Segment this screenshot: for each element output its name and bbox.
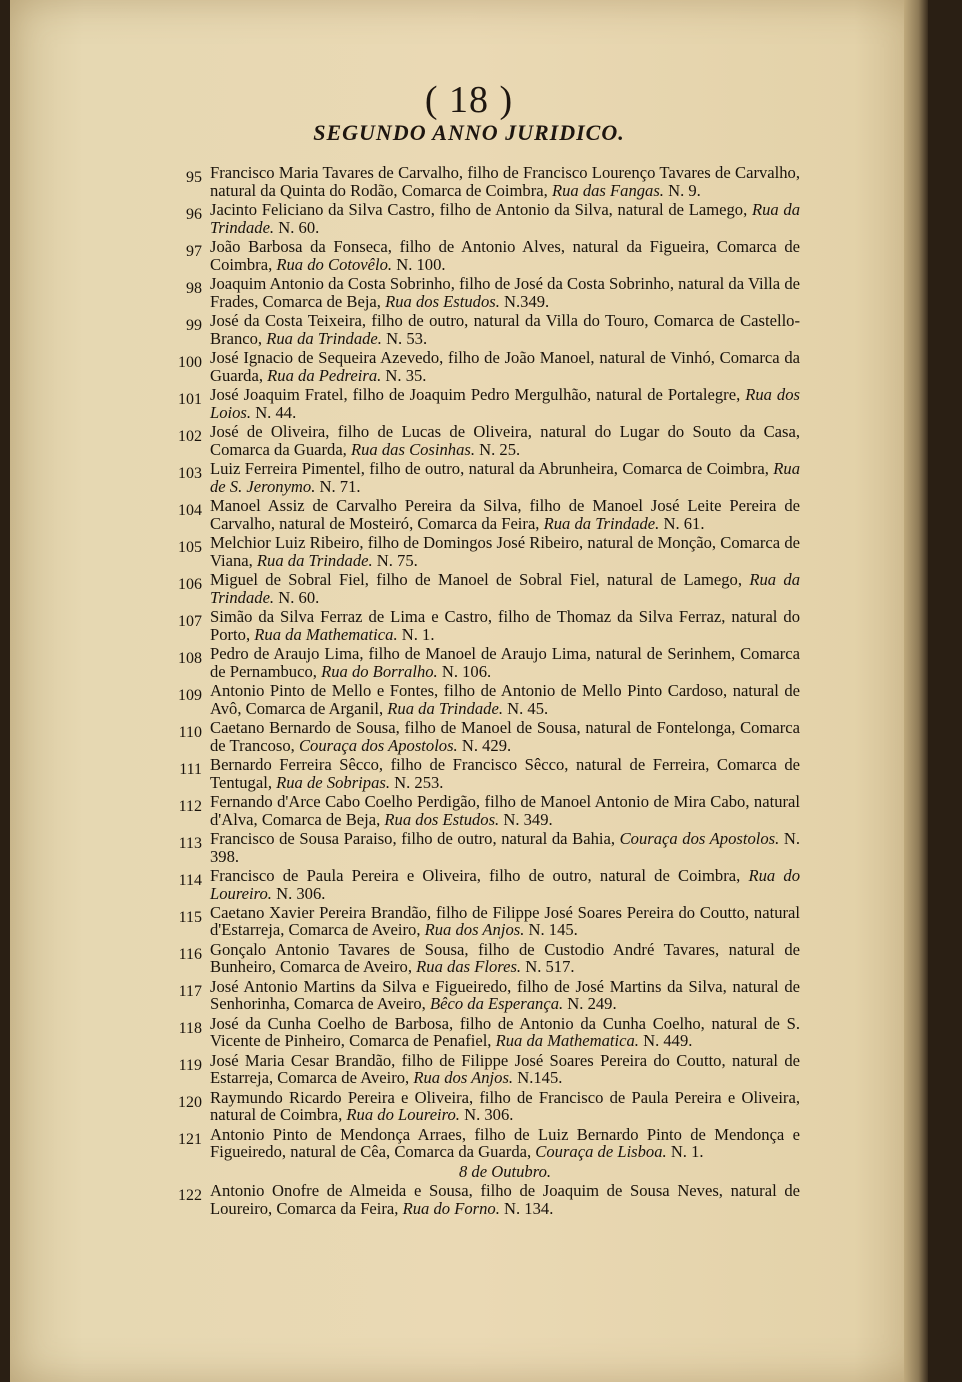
entry-house-number: N. 306. — [271, 883, 326, 903]
entry-house-number: N. 71. — [315, 476, 361, 496]
entry-house-number: N. 398. — [210, 828, 801, 866]
entry-text: filho de José Martins da Silva, natural de Senhorinha, Comarca de Aveiro, — [210, 976, 800, 1014]
entry-number: 121 — [178, 1130, 202, 1148]
entry-text: filho de outro, natural da Villa do Touro, Comarca de Castello-Branco, — [210, 310, 800, 348]
entry-street: Rua dos Anjos. — [413, 1068, 514, 1088]
entry-number: 95 — [186, 169, 202, 186]
list-entry — [178, 1050, 800, 1088]
entry-house-number: N. 517. — [521, 957, 575, 977]
entry-name: Antonio Onofre de Almeida e Sousa, — [210, 1180, 473, 1200]
entry-number: 107 — [178, 612, 202, 630]
entry-text: filho de José da Costa Sobrinho, natural da Villa de Frades, Comarca de Beja, — [210, 273, 800, 311]
section-title: SEGUNDO ANNO JURIDICO. — [313, 120, 625, 145]
entry-text: filho de outro, natural da Bahia, — [396, 828, 620, 848]
entry-house-number: N. 75. — [372, 550, 418, 570]
list-entry — [186, 310, 800, 348]
list-entry — [186, 199, 800, 237]
entry-street: Rua do Loureiro. — [210, 865, 800, 903]
entry-number: 96 — [186, 205, 202, 223]
entry-name: José da Cunha Coelho de Barbosa, — [210, 1013, 454, 1033]
list-entry — [178, 347, 800, 385]
list-entry — [178, 421, 800, 459]
list-entry — [178, 384, 800, 422]
list-entry — [178, 1180, 801, 1218]
entry-name: José de Oliveira, — [210, 421, 330, 441]
entry-house-number: N. 45. — [502, 698, 549, 718]
entry-number: 113 — [178, 834, 202, 852]
list-entry — [178, 458, 801, 496]
entry-number: 119 — [178, 1056, 202, 1074]
entry-text: filho de Lucas de Oliveira, natural do Lugar do Souto da Casa, Comarca da Guarda, — [210, 421, 800, 459]
list-entry — [178, 643, 800, 681]
entry-house-number: N. 106. — [437, 661, 492, 681]
entry-house-number: N. 449. — [638, 1031, 693, 1051]
entry-name: Joaquim Antonio da Costa Sobrinho, — [210, 273, 455, 293]
list-entry — [178, 569, 801, 607]
entry-text: filho de Manoel de Araujo Lima, natural de Serinhem, Comarca de Pernambuco, — [210, 643, 800, 681]
list-entry — [178, 606, 800, 644]
entry-house-number: N. 61. — [659, 513, 705, 533]
entry-street: Rua da Pedreira. — [267, 365, 382, 385]
entry-name: José Ignacio de Sequeira Azevedo, — [210, 347, 444, 367]
entry-house-number: N.349. — [499, 291, 550, 311]
entry-name: Melchior Luiz Ribeiro, — [210, 532, 364, 552]
entry-name: José da Costa Teixeira, — [210, 310, 367, 330]
entry-name: Antonio Pinto de Mendonça Arraes, — [210, 1124, 466, 1144]
student-list-part-2 — [178, 1180, 801, 1218]
entry-name: Gonçalo Antonio Tavares de Sousa, — [210, 939, 469, 959]
entry-house-number: N. 134. — [499, 1198, 554, 1218]
list-entry — [178, 1013, 800, 1051]
entry-number: 102 — [178, 427, 202, 445]
entry-text: filho de Luiz Bernardo Pinto de Mendonça e Figueiredo, natural de Cêa, Comarca da Guarda, — [210, 1124, 801, 1162]
entry-house-number: N. 249. — [563, 994, 617, 1014]
entry-number: 98 — [186, 279, 202, 297]
entry-text: filho de Antonio da Silva, natural de Lamego, — [434, 199, 752, 219]
entry-number: 104 — [178, 501, 202, 519]
entry-number: 105 — [178, 538, 202, 556]
entry-name: Fernando d'Arce Cabo Coelho Perdigão, — [210, 791, 481, 811]
list-entry — [178, 532, 800, 570]
entry-name: Antonio Pinto de Mello e Fontes, — [210, 680, 439, 700]
entry-street: Rua dos Anjos. — [424, 920, 525, 940]
entry-number: 108 — [178, 649, 202, 667]
list-entry — [178, 939, 800, 977]
entry-street: Rua das Flores. — [416, 957, 522, 977]
entry-name: Simão da Silva Ferraz de Lima e Castro, — [210, 606, 493, 626]
entry-number: 115 — [178, 908, 202, 926]
entry-text: filho de Thomaz da Silva Ferraz, natural do Porto, — [210, 606, 800, 644]
entry-text: filho de Francisco Lourenço Tavares de Carvalho, natural da Quinta do Rodão, Comarca de Coimbra, — [210, 163, 800, 200]
list-entry — [178, 828, 801, 866]
student-list-part-1 — [178, 163, 801, 1162]
entry-name: Pedro de Araujo Lima, — [210, 643, 364, 663]
entry-street: Rua dos Estudos. — [385, 291, 500, 311]
entry-text: filho de Antonio de Mello Pinto Cardoso, natural de Avô, Comarca de Arganil, — [210, 680, 801, 718]
entry-text: filho de Domingos José Ribeiro, natural de Monção, Comarca de Viana, — [210, 532, 800, 570]
entry-street: Rua da Trindade. — [543, 513, 660, 533]
entry-number: 111 — [179, 760, 202, 778]
entry-house-number: N. 306. — [459, 1105, 514, 1125]
entry-name: Caetano Bernardo de Sousa, — [210, 717, 400, 737]
entry-number: 109 — [178, 686, 202, 704]
entry-text: filho de Custodio André Tavares, natural de Bunheiro, Comarca de Aveiro, — [210, 939, 800, 977]
list-entry — [186, 163, 800, 200]
entry-number: 120 — [178, 1093, 202, 1111]
student-list — [178, 163, 801, 1219]
list-entry — [178, 680, 801, 718]
entry-name: Miguel de Sobral Fiel, — [210, 569, 369, 589]
entry-name: José Joaquim Fratel, — [210, 384, 348, 404]
entry-house-number: N. 35. — [381, 365, 427, 385]
page-number: ( 18 ) — [424, 79, 514, 121]
entry-street: Rua da Trindade. — [210, 569, 801, 607]
entry-text: filho de Manoel de Sobral Fiel, natural de Lamego, — [368, 569, 750, 589]
entry-street: Rua do Borralho. — [321, 661, 438, 681]
entry-number: 101 — [178, 390, 202, 408]
entry-name: Caetano Xavier Pereira Brandão, — [210, 902, 432, 922]
list-entry — [178, 865, 800, 903]
entry-street: Couraça dos Apostolos. — [298, 735, 458, 755]
entry-house-number: N. 44. — [251, 402, 297, 422]
entry-text: filho de Filippe José Soares Pereira do Coutto, natural de Estarreja, Comarca de Aveiro, — [210, 1050, 800, 1088]
entry-name: Bernardo Ferreira Sêcco, — [210, 754, 384, 774]
entry-house-number: N. 145. — [524, 920, 578, 940]
entry-street: Rua da Mathematica. — [495, 1031, 639, 1051]
entry-name: Francisco de Paula Pereira e Oliveira, — [210, 865, 481, 885]
list-entry — [178, 717, 800, 755]
entry-street: Rua das Fangas. — [551, 180, 664, 200]
entry-text: filho de Antonio da Cunha Coelho, natural de S. Vicente de Pinheiro, Comarca de Penafiel, — [210, 1013, 800, 1051]
entry-name: Jacinto Feliciano da Silva Castro, — [210, 199, 435, 219]
entry-number: 99 — [186, 316, 202, 334]
entry-text: filho de Joaquim de Sousa Neves, natural de Loureiro, Comarca da Feira, — [210, 1180, 801, 1218]
entry-number: 116 — [178, 945, 202, 963]
entry-name: Francisco de Sousa Paraiso, — [210, 828, 397, 848]
entry-street: Rua de S. Jeronymo. — [210, 458, 801, 496]
entry-number: 114 — [178, 871, 202, 889]
entry-number: 110 — [178, 723, 202, 741]
document-page — [10, 0, 928, 1382]
entry-name: José Maria Cesar Brandão, — [210, 1050, 396, 1070]
entry-name: João Barbosa da Fonseca, — [210, 236, 392, 256]
entry-number: 103 — [178, 464, 202, 482]
entry-street: Couraça de Lisboa. — [535, 1142, 667, 1162]
page-edge-shadow — [904, 0, 928, 1382]
entry-house-number: N. 25. — [475, 439, 521, 459]
entry-name: Manoel Assiz de Carvalho Pereira da Silva, — [210, 495, 522, 515]
entry-number: 100 — [178, 353, 202, 371]
entry-street: Rua do Forno. — [402, 1198, 500, 1218]
entry-house-number: N. 253. — [389, 772, 444, 792]
entry-street: Rua de Sobripas. — [276, 772, 390, 792]
entry-house-number: N. 1. — [397, 624, 435, 644]
entry-street: Rua da Trindade. — [266, 328, 382, 348]
entry-street: Rua da Trindade. — [210, 199, 800, 237]
entry-house-number: N. 429. — [457, 735, 512, 755]
entry-house-number: N. 1. — [666, 1142, 704, 1162]
entry-text: filho de Antonio Alves, natural da Figueira, Comarca de Coimbra, — [210, 236, 800, 274]
entry-number: 112 — [178, 797, 202, 815]
list-entry — [178, 791, 800, 829]
entry-text: filho de João Manoel, natural de Vinhó, Comarca da Guarda, — [210, 347, 800, 385]
entry-text: filho de Manoel de Sousa, natural de Fontelonga, Comarca de Trancoso, — [210, 717, 800, 755]
entry-text: filho de Francisco de Paula Pereira e Oliveira, natural de Coimbra, — [210, 1087, 800, 1125]
entry-street: Rua das Cosinhas. — [350, 439, 475, 459]
entry-house-number: N.145. — [513, 1068, 563, 1088]
entry-number: 122 — [178, 1186, 202, 1204]
entry-street: Bêco da Esperança. — [429, 994, 564, 1014]
entry-street: Rua do Cotovêlo. — [276, 254, 393, 274]
list-entry — [178, 495, 800, 533]
entry-text: filho de Filippe José Soares Pereira do Coutto, natural d'Estarreja, Comarca de Aveiro, — [210, 902, 801, 940]
entry-text: filho de Manoel Antonio de Mira Cabo, natural d'Alva, Comarca de Beja, — [210, 791, 800, 829]
list-entry — [178, 1087, 800, 1125]
entry-house-number: N. 349. — [499, 809, 553, 829]
entry-street: Rua da Mathematica. — [254, 624, 398, 644]
entry-name: Luiz Ferreira Pimentel, — [210, 458, 365, 478]
entry-name: José Antonio Martins da Silva e Figueiredo, — [210, 976, 512, 996]
entry-house-number: N. 100. — [392, 254, 446, 274]
entry-text: filho de Francisco Sêcco, natural de Ferreira, Comarca de Tentugal, — [210, 754, 800, 792]
entry-text: filho de Manoel José Leite Pereira de Carvalho, natural de Mosteiró, Comarca da Feira, — [210, 495, 800, 533]
list-entry — [186, 236, 800, 274]
entry-street: Rua dos Loios. — [210, 384, 800, 422]
list-entry — [186, 273, 800, 311]
entry-street: Rua do Loureiro. — [346, 1105, 460, 1125]
entry-street: Rua da Trindade. — [387, 698, 503, 718]
entry-street: Rua dos Estudos. — [384, 809, 500, 829]
entry-house-number: N. 60. — [274, 217, 320, 237]
entry-name: Francisco Maria Tavares de Carvalho, — [210, 163, 464, 182]
list-entry — [178, 976, 800, 1014]
entry-number: 97 — [186, 242, 202, 260]
entry-number: 106 — [178, 575, 202, 593]
entry-text: filho de outro, natural de Coimbra, — [480, 865, 749, 885]
entry-house-number: N. 60. — [274, 587, 320, 607]
list-entry — [178, 902, 801, 940]
entry-house-number: N. 53. — [381, 328, 428, 348]
list-entry — [179, 754, 800, 792]
entry-number: 117 — [178, 982, 202, 1000]
entry-name: Raymundo Ricardo Pereira e Oliveira, — [210, 1087, 474, 1107]
entry-number: 118 — [178, 1019, 202, 1037]
entry-text: filho de Joaquim Pedro Mergulhão, natural de Portalegre, — [347, 384, 746, 404]
date-line: 8 de Outubro. — [458, 1162, 552, 1182]
list-entry — [178, 1124, 801, 1162]
entry-street: Couraça dos Apostolos. — [619, 828, 780, 848]
entry-street: Rua da Trindade. — [256, 550, 373, 570]
entry-text: filho de outro, natural da Abrunheira, Comarca de Coimbra, — [364, 458, 774, 478]
entry-house-number: N. 9. — [663, 180, 701, 200]
